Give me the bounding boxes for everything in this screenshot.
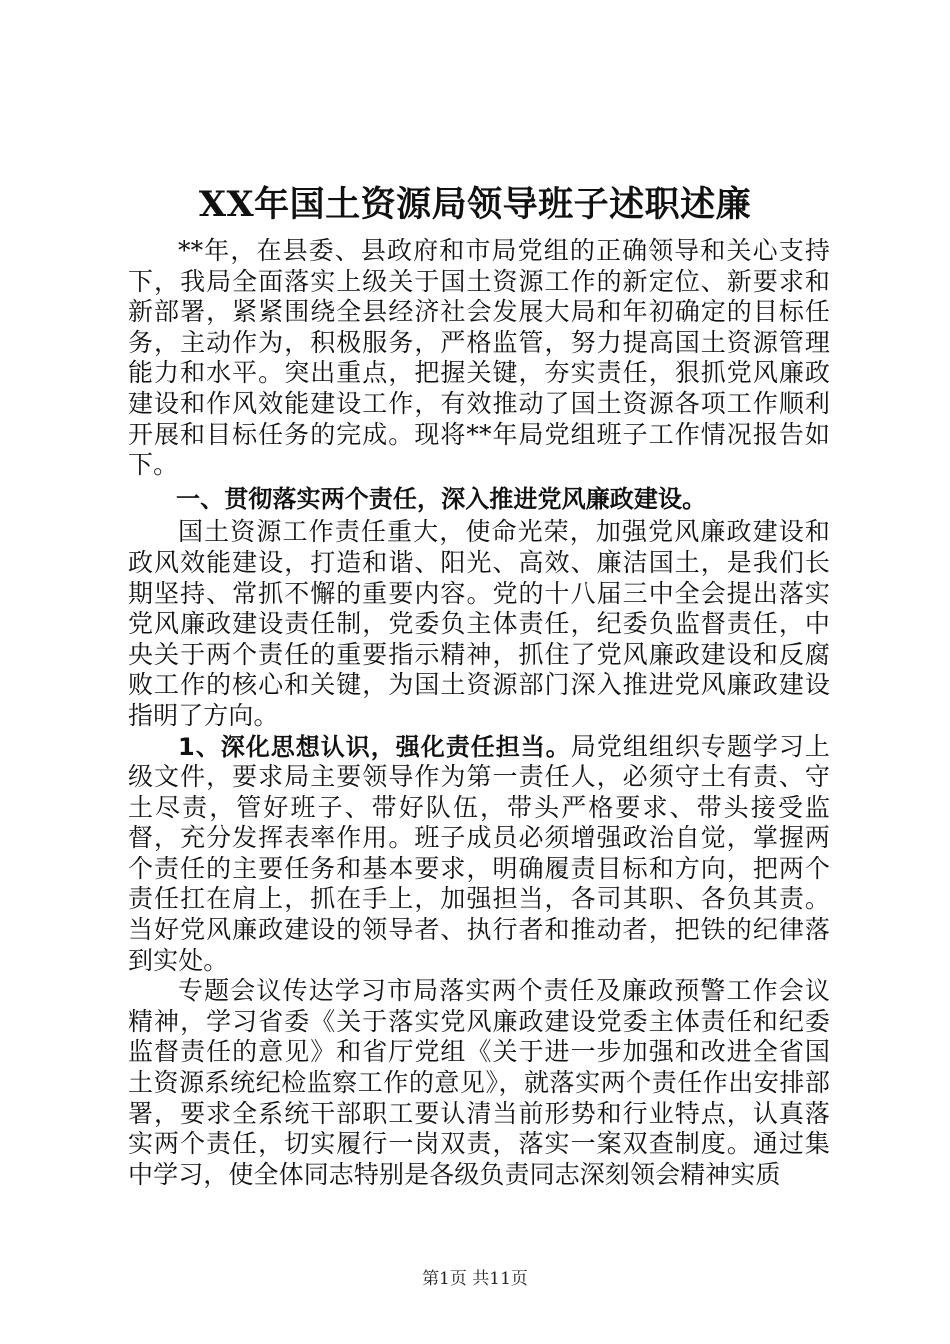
paragraph-item-1 [128,732,830,977]
item-1-text: 局党组组织专题学习上级文件，要求局主要领导作为第一责任人，必须守土有责、守土尽责，管好班子、带好队伍，带头严格要求、带头接受监督，充分发挥表率作用。班子成员必须增强政治自觉，掌握两个责任的主要任务和基本要求，明确履责目标和方向，把两个责任扛在肩上，抓在手上，加强担当，各司其职、各负其责。当好党风廉政建设的领导者、执行者和推动者，把铁的纪律落到实处。 [128,731,830,975]
document-title: XX年国土资源局领导班子述职述廉 [198,184,752,225]
paragraph-section-1: 国土资源工作责任重大，使命光荣，加强党风廉政建设和政风效能建设，打造和谐、阳光、高效、廉洁国土，是我们长期坚持、常抓不懈的重要内容。党的十八届三中全会提出落实党风廉政建设责任制，党委负主体责任，纪委负监督责任，中央关于两个责任的重要指示精神，抓住了党风廉政建设和反腐败工作的核心和关键，为国土资源部门深入推进党风廉政建设指明了方向。 [128,517,830,730]
item-1-heading: 1、深化思想认识，强化责任担当。 [178,732,571,761]
document-body [128,236,830,1190]
paragraph-intro: **年，在县委、县政府和市局党组的正确领导和关心支持下，我局全面落实上级关于国土资源工作的新定位、新要求和新部署，紧紧围绕全县经济社会发展大局和年初确定的目标任务，主动作为，积极服务，严格监管，努力提高国土资源管理能力和水平。突出重点，把握关键，夯实责任，狠抓党风廉政建设和作风效能建设工作，有效推动了国土资源各项工作顺利开展和目标任务的完成。现将**年局党组班子工作情况报告如下。 [128,236,830,480]
page-footer: 第1页 共11页 [422,1269,528,1289]
section-heading-1: 一、贯彻落实两个责任，深入推进党风廉政建设。 [176,484,707,513]
paragraph-meeting: 专题会议传达学习市局落实两个责任及廉政预警工作会议精神，学习省委《关于落实党风廉政建设党委主体责任和纪委监督责任的意见》和省厅党组《关于进一步加强和改进全省国土资源系统纪检监察工作的意见》，就落实两个责任作出安排部署，要求全系统干部职工要认清当前形势和行业特点，认真落实两个责任，切实履行一岗双责，落实一案双查制度。通过集中学习，使全体同志特别是各级负责同志深刻领会精神实质 [128,976,830,1189]
